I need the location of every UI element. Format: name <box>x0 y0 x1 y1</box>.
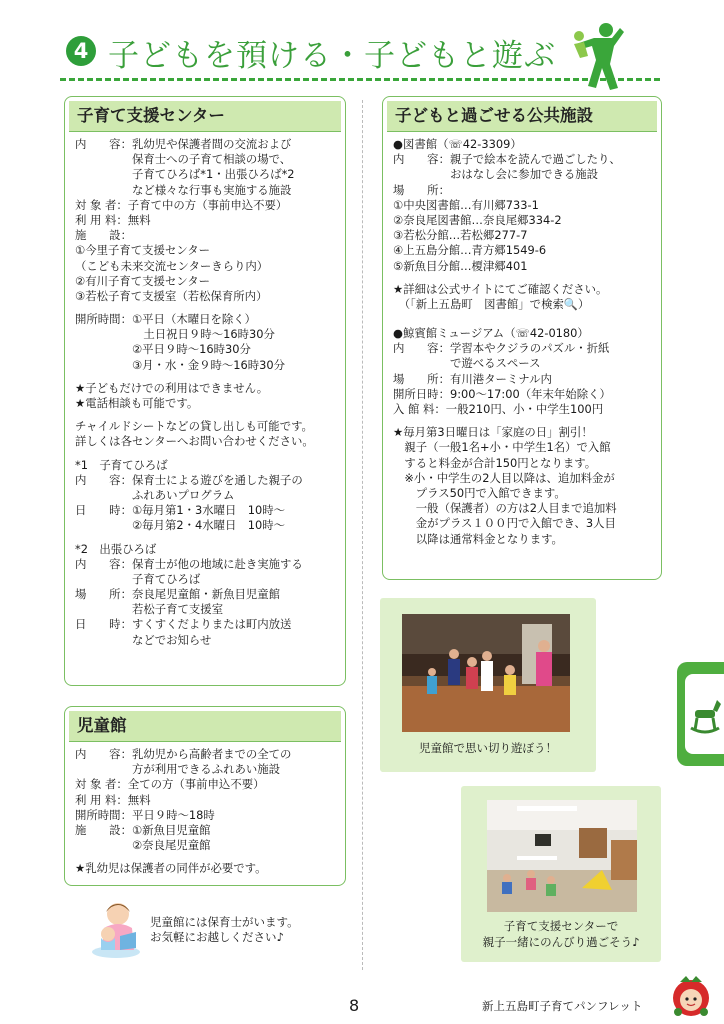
rocking-horse-icon <box>685 674 724 754</box>
note-line-2: お気軽にお越しください♪ <box>150 930 284 945</box>
section-side-tab <box>677 662 724 766</box>
library-info-line <box>393 274 653 282</box>
photo-jidokan-play <box>402 614 570 732</box>
library-info-line: ②奈良尾図書館…奈良尾郷334-2 <box>393 212 562 227</box>
photo-support-center <box>487 800 637 912</box>
museum-info-line: 内 容：学習本やクジラのパズル・折紙 <box>393 341 610 356</box>
jidokan.lines-line: 開所時間：平日９時〜18時 <box>75 807 215 822</box>
jidokan-photo-image <box>402 614 570 732</box>
museum-info-line: ※小・中学生の2人目以降は、追加料金が <box>393 470 615 485</box>
museum-info-line: 以降は通常料金となります。 <box>393 531 563 546</box>
section-title: 子どもを預ける・子どもと遊ぶ <box>108 38 556 74</box>
center.lines-line: 内 容：保育士による遊びを通した親子の <box>75 472 303 487</box>
museum-info-line: 開所日時：9:00〜17:00（年末年始除く） <box>393 386 611 401</box>
support-center-details <box>75 137 337 648</box>
photo1-caption: 児童館で思い切り遊ぼう！ <box>419 741 557 755</box>
center.lines-line <box>75 373 337 381</box>
support-center-photo-image <box>487 800 637 912</box>
center.lines-line: チャイルドシートなどの貸し出しも可能です。 <box>75 419 313 434</box>
museum-info-line: 一般（保護者）の方は2人目まで追加料 <box>393 501 617 516</box>
library-info-line: ⑤新魚目分館…榎津郷401 <box>393 258 528 273</box>
pamphlet-name: 新上五島町子育てパンフレット <box>482 999 643 1013</box>
center.lines-line: ふれあいプログラム <box>75 487 235 502</box>
center.lines-line: 子育てひろば*1・出張ひろば*2 <box>75 167 295 182</box>
jidokan.lines-line: ★乳幼児は保護者の同伴が必要です。 <box>75 861 267 876</box>
library-info-line: ★詳細は公式サイトにてご確認ください。 <box>393 281 608 296</box>
jidokan.lines-line: ②奈良尾児童館 <box>75 838 211 853</box>
note-line-1: 児童館には保育士がいます。 <box>150 915 299 929</box>
center.lines-line: 土日祝日９時〜16時30分 <box>75 327 275 342</box>
support-center-title: 子育て支援センター <box>69 101 341 132</box>
center.lines-line: ①今里子育て支援センター <box>75 243 211 258</box>
column-divider <box>362 100 363 970</box>
museum-info-line: 場 所：有川港ターミナル内 <box>393 371 552 386</box>
facilities-box <box>382 96 662 580</box>
library-info-line: 場 所： <box>393 182 450 197</box>
center.lines-line: ②有川子育て支援センター <box>75 273 211 288</box>
center.lines-line: *2 出張ひろば <box>75 541 157 556</box>
center.lines-line: 利 用 料：無料 <box>75 212 151 227</box>
center.lines-line: （こども未来交流センターきらり内） <box>75 258 269 273</box>
center.lines-line: 開所時間：①平日（木曜日を除く） <box>75 312 257 327</box>
section-number-badge: 4 <box>66 36 96 66</box>
facilities-title: 子どもと過ごせる公共施設 <box>387 101 657 132</box>
center.lines-line: 若松子育て支援室 <box>75 602 224 617</box>
library-info-line: ③若松分館…若松郷277-7 <box>393 228 528 243</box>
center.lines-line: などでお知らせ <box>75 632 212 647</box>
museum-info-line: 入 館 料：一般210円、小・中学生100円 <box>393 402 604 416</box>
photo2-frame <box>461 786 661 962</box>
library-info-line: ●図書館（☏42-3309） <box>393 137 522 151</box>
photo1-frame <box>380 598 596 772</box>
jidokan-box <box>64 706 346 886</box>
center.lines-line: 日 時：①毎月第1・3水曜日 10時〜 <box>75 503 286 518</box>
library-info-line: （「新上五島町 図書館」で検索🔍） <box>393 296 590 311</box>
jidokan.lines-line: 方が利用できるふれあい施設 <box>75 762 281 777</box>
mascot-icon <box>666 972 716 1022</box>
center.lines-line: ★電話相談も可能です。 <box>75 396 199 410</box>
center.lines-line: 内 容：乳幼児や保護者間の交流および <box>75 137 292 151</box>
jidokan.lines-line: 対 象 者：全ての方（事前申込不要） <box>75 777 265 792</box>
center.lines-line: ②平日９時〜16時30分 <box>75 342 251 357</box>
center.lines-line <box>75 411 337 419</box>
facilities-details <box>393 137 653 547</box>
museum-info-line <box>393 417 653 425</box>
jidokan.lines-line: 利 用 料：無料 <box>75 792 151 807</box>
center.lines-line: 対 象 者：子育て中の方（事前申込不要） <box>75 197 288 212</box>
center.lines-line <box>75 450 337 458</box>
center.lines-line <box>75 534 337 542</box>
jidokan.lines-line <box>75 853 337 861</box>
jidokan-details <box>75 747 337 877</box>
center.lines-line: ③月・水・金９時〜16時30分 <box>75 357 286 372</box>
museum-info-line: 親子（一般1名+小・中学生1名）で入館 <box>393 440 611 455</box>
center.lines-line <box>75 304 337 312</box>
museum-info-line: 金がプラス１００円で入館でき、3人目 <box>393 516 616 531</box>
museum-info-line: すると料金が合計150円となります。 <box>393 455 597 470</box>
support-center-box <box>64 96 346 686</box>
center.lines-line: ★子どもだけでの利用はできません。 <box>75 380 269 395</box>
center.lines-line: ③若松子育て支援室（若松保育所内） <box>75 288 268 303</box>
library-info-line: ④上五島分館…青方郷1549-6 <box>393 243 547 258</box>
mother-child-icon <box>90 898 142 958</box>
center.lines-line: 日 時：すくすくだよりまたは町内放送 <box>75 617 292 632</box>
hoikushi-note <box>150 914 299 944</box>
center.lines-line: 施 設： <box>75 228 132 243</box>
center.lines-line: ②毎月第2・4水曜日 10時〜 <box>75 518 286 533</box>
photo2-caption: 子育て支援センターで 親子一緒にのんびり過ごそう♪ <box>482 919 640 949</box>
kids-jumping-icon <box>566 20 626 94</box>
center.lines-line: 内 容：保育士が他の地域に赴き実施する <box>75 556 303 571</box>
museum-info-line: プラス50円で入館できます。 <box>393 485 566 500</box>
center.lines-line: 場 所：奈良尾児童館・新魚目児童館 <box>75 587 281 602</box>
jidokan.lines-line: 施 設：①新魚目児童館 <box>75 822 211 837</box>
center.lines-line: *1 子育てひろば <box>75 457 168 472</box>
museum-info-line: ●鯨賓館ミュージアム（☏42-0180） <box>393 326 589 341</box>
center.lines-line: 詳しくは各センターへお問い合わせください。 <box>75 434 314 449</box>
jidokan.lines-line: 内 容：乳幼児から高齢者までの全ての <box>75 747 292 761</box>
museum-info-line: ★毎月第3日曜日は「家庭の日」割引！ <box>393 425 593 440</box>
library-info-line: おはなし会に参加できる施設 <box>393 167 599 182</box>
page-number: 8 <box>349 996 360 1015</box>
center.lines-line: 保育士への子育て相談の場で、 <box>75 152 292 167</box>
library-info-line: ①中央図書館…有川郷733-1 <box>393 197 539 212</box>
center.lines-line: 子育てひろば <box>75 571 201 586</box>
center.lines-line: など様々な行事も実施する施設 <box>75 182 292 197</box>
library-info-line: 内 容：親子で絵本を読んで過ごしたり、 <box>393 152 621 167</box>
jidokan-title: 児童館 <box>69 711 341 742</box>
museum-info-line: で遊べるスペース <box>393 356 541 371</box>
